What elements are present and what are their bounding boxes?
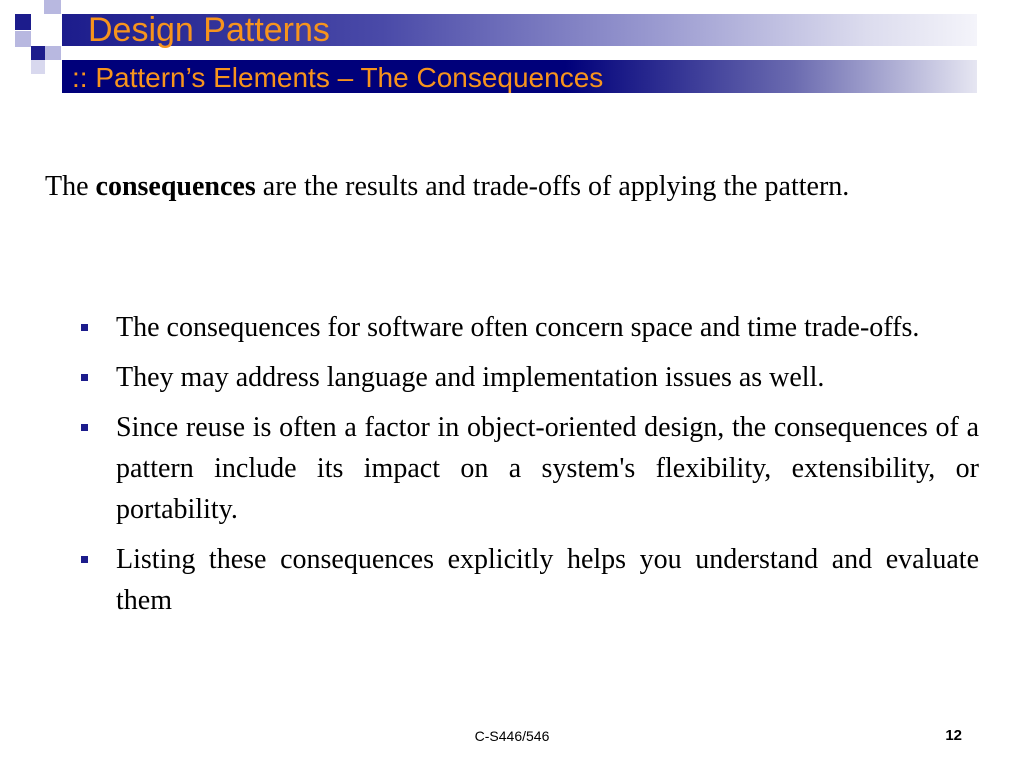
list-item: [45, 539, 979, 621]
bullet-text: Listing these consequences explicitly helps you understand and evaluate them: [116, 544, 979, 616]
intro-paragraph: [45, 166, 979, 207]
slide-title: Design Patterns: [88, 11, 330, 49]
bullet-text: Since reuse is often a factor in object-oriented design, the consequences of a pattern include its impact on a system's flexibility, extensibility, or portability.: [116, 412, 979, 525]
deco-square: [45, 46, 61, 60]
footer-course: C-S446/546: [474, 728, 550, 744]
deco-square: [31, 60, 45, 74]
deco-square: [44, 0, 61, 14]
slide-subtitle: :: Pattern’s Elements – The Consequences: [72, 62, 604, 93]
intro-rest: are the results and trade-offs of applying the pattern.: [262, 171, 850, 202]
square-bullet-icon: [81, 324, 88, 331]
bullet-text: The consequences for software often concern space and time trade-offs.: [116, 312, 920, 343]
square-bullet-icon: [81, 374, 88, 381]
deco-square: [15, 31, 31, 47]
intro-lead: The: [45, 171, 89, 202]
deco-square: [15, 14, 31, 30]
list-item: [45, 357, 979, 398]
bullet-list: [45, 307, 979, 630]
intro-bold-term: consequences: [95, 171, 256, 202]
list-item: [45, 407, 979, 530]
square-bullet-icon: [81, 556, 88, 563]
bullet-text: They may address language and implementation issues as well.: [116, 362, 825, 393]
page-number: 12: [945, 727, 962, 744]
list-item: [45, 307, 979, 348]
square-bullet-icon: [81, 424, 88, 431]
deco-square: [31, 46, 45, 60]
